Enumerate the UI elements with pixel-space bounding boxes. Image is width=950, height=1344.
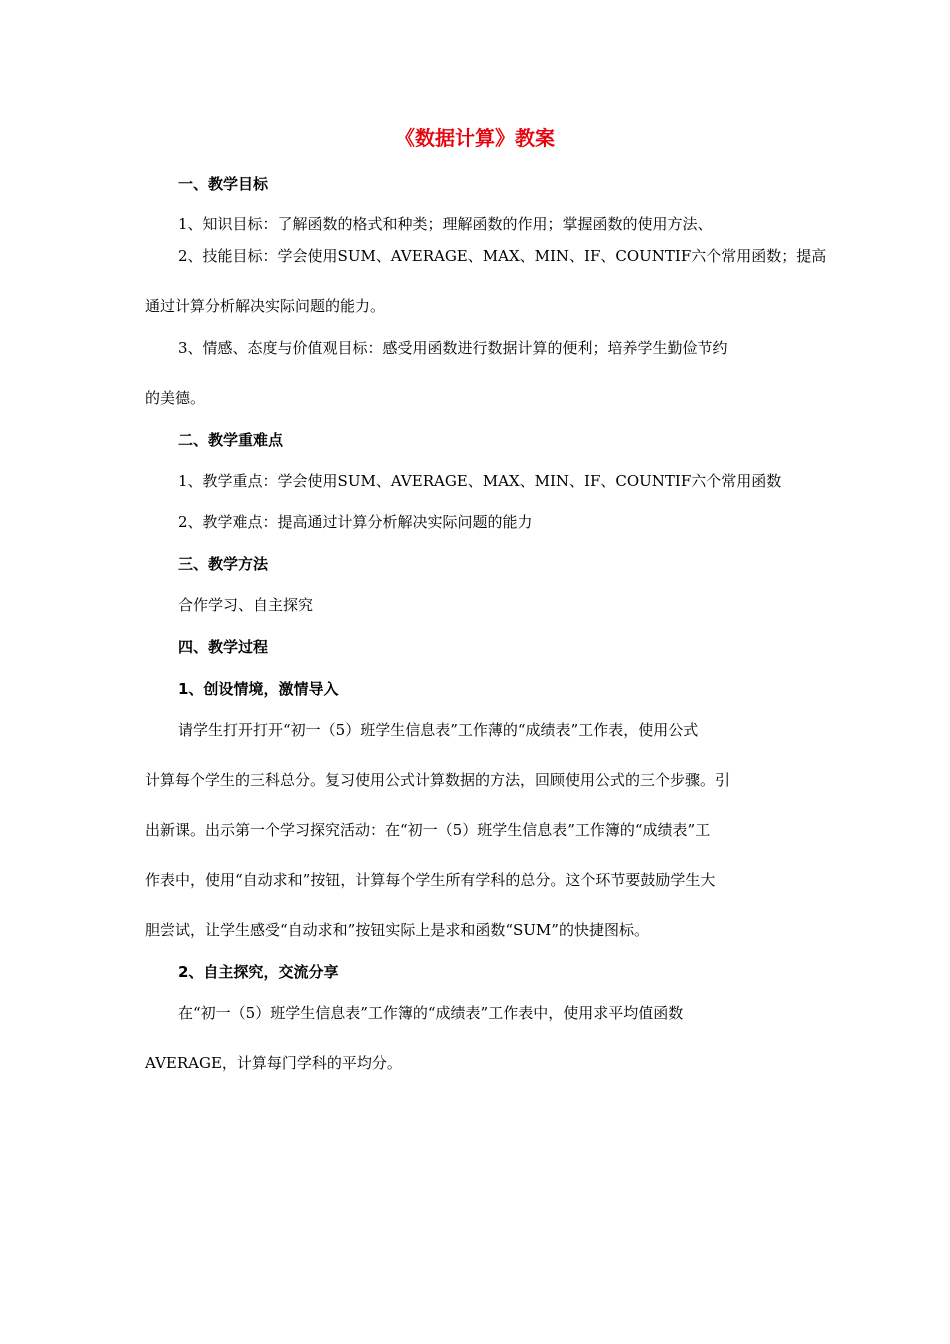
section-heading-objectives: 一、教学目标 bbox=[178, 175, 269, 193]
subsection-heading-exploration: 2、自主探究，交流分享 bbox=[178, 963, 339, 981]
paragraph-knowledge-goal: 1、知识目标：了解函数的格式和种类；理解函数的作用；掌握函数的使用方法、 bbox=[178, 215, 713, 233]
paragraph-emotion-goal-line1: 3、情感、态度与价值观目标：感受用函数进行数据计算的便利；培养学生勤俭节约 bbox=[178, 339, 728, 357]
paragraph-skill-goal-line2: 通过计算分析解决实际问题的能力。 bbox=[145, 297, 386, 315]
paragraph-intro-line4: 作表中，使用“自动求和”按钮，计算每个学生所有学科的总分。这个环节要鼓励学生大 bbox=[145, 871, 716, 889]
paragraph-intro-line5: 胆尝试，让学生感受“自动求和”按钮实际上是求和函数“SUM”的快捷图标。 bbox=[145, 921, 649, 939]
paragraph-methods: 合作学习、自主探究 bbox=[178, 596, 314, 614]
section-heading-key-points: 二、教学重难点 bbox=[178, 431, 284, 449]
document-title: 《数据计算》教案 bbox=[395, 126, 555, 150]
section-heading-process: 四、教学过程 bbox=[178, 638, 269, 656]
paragraph-skill-goal-line1: 2、技能目标：学会使用SUM、AVERAGE、MAX、MIN、IF、COUNTIF六个常用函数；提高 bbox=[178, 247, 827, 265]
paragraph-intro-line3: 出新课。出示第一个学习探究活动：在“初一（5）班学生信息表”工作簿的“成绩表”工 bbox=[145, 821, 711, 839]
paragraph-exploration-line1: 在“初一（5）班学生信息表”工作簿的“成绩表”工作表中，使用求平均值函数 bbox=[178, 1004, 684, 1022]
subsection-heading-introduction: 1、创设情境，激情导入 bbox=[178, 680, 339, 698]
paragraph-intro-line2: 计算每个学生的三科总分。复习使用公式计算数据的方法，回顾使用公式的三个步骤。引 bbox=[145, 771, 731, 789]
paragraph-intro-line1: 请学生打开打开“初一（5）班学生信息表”工作薄的“成绩表”工作表，使用公式 bbox=[178, 721, 699, 739]
paragraph-key-point: 1、教学重点：学会使用SUM、AVERAGE、MAX、MIN、IF、COUNTIF六个常用函数 bbox=[178, 472, 782, 490]
paragraph-exploration-line2: AVERAGE，计算每门学科的平均分。 bbox=[145, 1054, 402, 1072]
section-heading-methods: 三、教学方法 bbox=[178, 555, 269, 573]
paragraph-emotion-goal-line2: 的美德。 bbox=[145, 389, 206, 407]
paragraph-difficult-point: 2、教学难点：提高通过计算分析解决实际问题的能力 bbox=[178, 513, 533, 531]
